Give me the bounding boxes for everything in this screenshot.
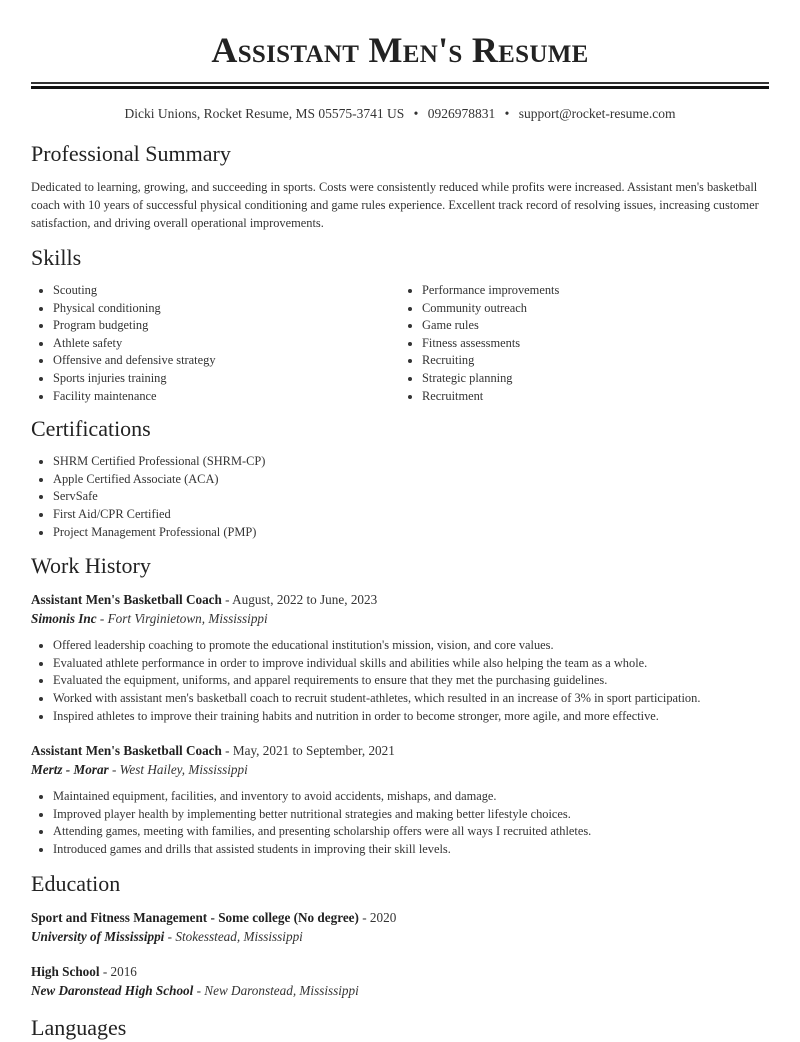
- job-title-line: [31, 590, 769, 609]
- education-location: - New Daronstead, Mississippi: [193, 983, 359, 999]
- job-bullet: • Maintained equipment, facilities, and inventory to avoid accidents, mishaps, and damage.: [53, 788, 769, 806]
- certification-item: • Apple Certified Associate (ACA): [53, 471, 769, 489]
- contact-line: [31, 105, 769, 123]
- job-company-line: [31, 609, 769, 628]
- job-entry: [31, 590, 769, 725]
- certification-item: • First Aid/CPR Certified: [53, 506, 769, 524]
- section-certifications: [31, 415, 769, 541]
- job-bullet: • Evaluated athlete performance in order to improve individual skills and abilities while also helping the team as a whole.: [53, 655, 769, 673]
- education-degree-line: [31, 962, 769, 981]
- certification-item: • SHRM Certified Professional (SHRM-CP): [53, 453, 769, 471]
- skill-item: • Athlete safety: [53, 335, 400, 353]
- job-bullet: • Introduced games and drills that assisted students in improving their skill levels.: [53, 841, 769, 859]
- job-location: - Fort Virginietown, Mississippi: [96, 611, 268, 627]
- skill-item: • Game rules: [422, 317, 769, 335]
- education-entry: [31, 962, 769, 1000]
- section-skills: [31, 244, 769, 405]
- section-heading: Professional Summary: [31, 141, 231, 166]
- job-title: Assistant Men's Basketball Coach: [31, 592, 222, 608]
- job-bullets: [31, 788, 769, 858]
- skill-item: • Recruitment: [422, 388, 769, 406]
- education-location: - Stokesstead, Mississippi: [164, 929, 303, 945]
- resume-title: Assistant Men's Resume: [211, 30, 589, 70]
- section-languages: [31, 1014, 769, 1042]
- skill-item: • Sports injuries training: [53, 370, 400, 388]
- skills-list-right: [400, 282, 769, 405]
- contact-email: support@rocket-resume.com: [518, 106, 676, 121]
- education-school-line: [31, 927, 769, 946]
- job-company-line: [31, 760, 769, 779]
- contact-phone: 0926978831: [427, 106, 496, 121]
- section-heading: Certifications: [31, 416, 151, 442]
- education-school: New Daronstead High School: [31, 983, 194, 999]
- certifications-list: [31, 453, 769, 541]
- education-degree-line: [31, 908, 769, 927]
- bullet-separator: •: [413, 106, 419, 121]
- section-heading: Skills: [31, 245, 82, 270]
- skill-item: • Performance improvements: [422, 282, 769, 300]
- job-title: Assistant Men's Basketball Coach: [31, 743, 222, 759]
- education-degree: Sport and Fitness Management - Some college (No degree): [31, 910, 359, 926]
- job-dates: - August, 2022 to June, 2023: [221, 592, 378, 608]
- job-title-line: [31, 741, 769, 760]
- resume-header: [31, 0, 769, 123]
- summary-text: Dedicated to learning, growing, and succeeding in sports. Costs were consistently reduced while profits were increased. Assistant men's basketball coach with 10 years of successful physical conditioning and game rules experience. Excellent track record of resolving issues, increasing customer satisfaction, and driving overall operational improvements.: [31, 180, 759, 230]
- job-company: Simonis Inc: [31, 611, 97, 627]
- section-heading: Work History: [31, 553, 151, 579]
- job-dates: - May, 2021 to September, 2021: [221, 743, 395, 759]
- education-school-line: [31, 981, 769, 1000]
- skills-grid: [31, 282, 769, 405]
- contact-address: Dicki Unions, Rocket Resume, MS 05575-3741 US: [124, 106, 405, 121]
- education-year: - 2016: [99, 964, 137, 980]
- title-divider-thick: [31, 86, 769, 89]
- section-education: [31, 870, 769, 1000]
- job-company: Mertz - Morar: [31, 762, 109, 778]
- job-location: - West Hailey, Mississippi: [108, 762, 248, 778]
- skills-list-left: [31, 282, 400, 405]
- skill-item: • Fitness assessments: [422, 335, 769, 353]
- skill-item: • Recruiting: [422, 352, 769, 370]
- job-bullets: [31, 637, 769, 725]
- job-bullet: • Improved player health by implementing better nutritional strategies and making better lifestyle choices.: [53, 806, 769, 824]
- skill-item: • Facility maintenance: [53, 388, 400, 406]
- section-heading: Languages: [31, 1015, 127, 1041]
- education-degree: High School: [31, 964, 100, 980]
- title-divider-thin: [31, 82, 769, 84]
- job-bullet: • Evaluated the equipment, uniforms, and apparel requirements to ensure that they met the purchasing guidelines.: [53, 672, 769, 690]
- education-entry: [31, 908, 769, 946]
- job-bullet: • Attending games, meeting with families, and presenting scholarship offers were all ways I recruited athletes.: [53, 823, 769, 841]
- section-work-history: [31, 552, 769, 858]
- certification-item: • Project Management Professional (PMP): [53, 524, 769, 542]
- section-professional-summary: [31, 140, 769, 232]
- job-entry: [31, 741, 769, 858]
- skill-item: • Program budgeting: [53, 317, 400, 335]
- certification-item: • ServSafe: [53, 488, 769, 506]
- job-bullet: • Inspired athletes to improve their training habits and nutrition in order to become stronger, more agile, and more effective.: [53, 708, 769, 726]
- education-school: University of Mississippi: [31, 929, 165, 945]
- skill-item: • Physical conditioning: [53, 300, 400, 318]
- skill-item: • Offensive and defensive strategy: [53, 352, 400, 370]
- skill-item: • Community outreach: [422, 300, 769, 318]
- skill-item: • Strategic planning: [422, 370, 769, 388]
- section-heading: Education: [31, 871, 121, 897]
- job-bullet: • Worked with assistant men's basketball coach to recruit student-athletes, which resulted in an increase of 3% in sport participation.: [53, 690, 769, 708]
- skill-item: • Scouting: [53, 282, 400, 300]
- job-bullet: • Offered leadership coaching to promote the educational institution's mission, vision, and core values.: [53, 637, 769, 655]
- bullet-separator: •: [504, 106, 510, 121]
- education-year: - 2020: [358, 910, 397, 926]
